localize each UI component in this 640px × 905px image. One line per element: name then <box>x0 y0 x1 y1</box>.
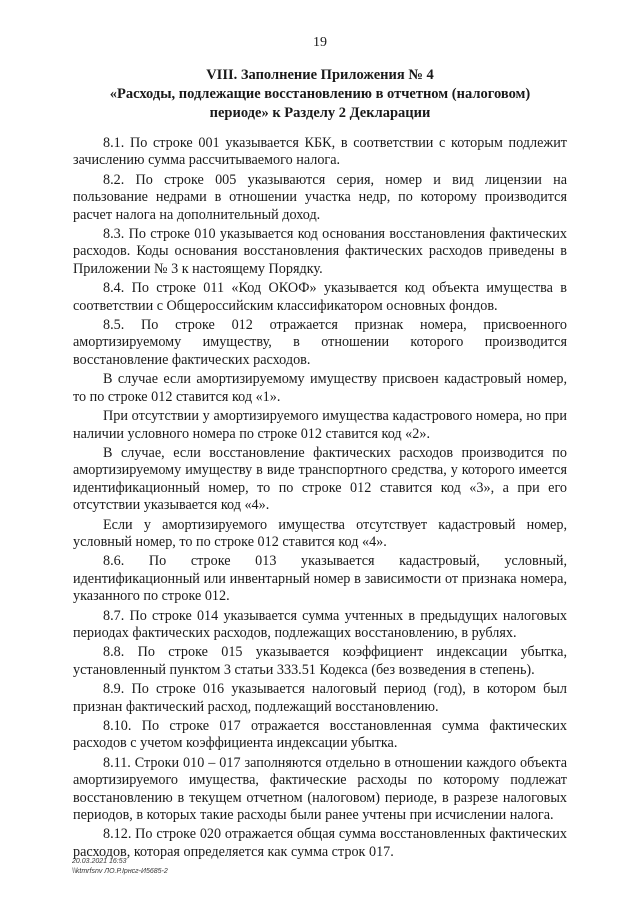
paragraph-8-5-code-2: При отсутствии у амортизируемого имущества кадастрового номера, но при наличии условного номера по строке 012 ставится код «2». <box>73 408 567 442</box>
paragraph-8-4: 8.4. По строке 011 «Код ОКОФ» указывается код объекта имущества в соответствии с Общероссийским классификатором основных фондов. <box>73 280 567 314</box>
paragraph-8-5-code-4: Если у амортизируемого имущества отсутствует кадастровый номер, условный номер, то по строке 012 ставится код «4». <box>73 516 567 550</box>
section-heading <box>60 66 580 123</box>
footer-file-path: \\ktmrfsnv ЛО.Р.Ірнсг-И5685-2 <box>72 868 168 875</box>
paragraph-8-8: 8.8. По строке 015 указывается коэффициент индексации убытка, установленный пунктом 3 статьи 333.51 Кодекса (без возведения в степень). <box>73 644 567 678</box>
paragraph-8-2: 8.2. По строке 005 указываются серия, номер и вид лицензии на пользование недрами в отношении участка недр, по которому производится расчет налога на дополнительный доход. <box>73 171 567 223</box>
heading-line-1: VIII. Заполнение Приложения № 4 <box>206 67 434 83</box>
paragraph-8-11: 8.11. Строки 010 – 017 заполняются отдельно в отношении каждого объекта амортизируемого имущества, фактические расходы по которому подлежат восстановлению в текущем отчетном (налоговом) периоде, в разрезе налоговых периодов, в которых такие расходы были ранее учтены при исчислении налога. <box>73 754 567 824</box>
paragraph-8-1: 8.1. По строке 001 указывается КБК, в соответствии с которым подлежит зачислению сумма рассчитываемого налога. <box>73 135 567 169</box>
paragraph-8-9: 8.9. По строке 016 указывается налоговый период (год), в котором был признан фактический расход, подлежащий восстановлению. <box>73 681 567 715</box>
paragraph-8-10: 8.10. По строке 017 отражается восстановленная сумма фактических расходов с учетом коэффициента индексации убытка. <box>73 718 567 752</box>
paragraph-8-3: 8.3. По строке 010 указывается код основания восстановления фактических расходов. Коды основания восстановления фактических расходов приведены в Приложении № 3 к настоящему Порядку. <box>73 226 567 277</box>
paragraph-8-5-code-3: В случае, если восстановление фактических расходов производится по амортизируемому имуществу в виде транспортного средства, у которого имеется идентификационный номер, то по строке 012 ставится код «3», а при его отсутствии указывается код «4». <box>73 444 567 514</box>
paragraph-8-5-code-1: В случае если амортизируемому имуществу присвоен кадастровый номер, то по строке 012 ставится код «1». <box>73 371 567 405</box>
paragraph-8-7: 8.7. По строке 014 указывается сумма учтенных в предыдущих налоговых периодах фактических расходов, подлежащих восстановлению, в рублях. <box>73 607 567 641</box>
document-footer <box>72 857 168 877</box>
heading-line-3: периоде» к Разделу 2 Декларации <box>209 105 431 121</box>
footer-timestamp: 20.03.2021 16:53 <box>72 858 127 865</box>
page-number: 19 <box>313 35 327 50</box>
document-body <box>73 135 567 863</box>
paragraph-8-12: 8.12. По строке 020 отражается общая сумма восстановленных фактических расходов, которая определяется как сумма строк 017. <box>73 826 567 860</box>
heading-line-2: «Расходы, подлежащие восстановлению в отчетном (налоговом) <box>109 86 531 102</box>
paragraph-8-5: 8.5. По строке 012 отражается признак номера, присвоенного амортизируемому имуществу, в отношении которого производится восстановление фактических расходов. <box>73 317 567 368</box>
paragraph-8-6: 8.6. По строке 013 указывается кадастровый, условный, идентификационный или инвентарный номер в зависимости от признака номера, указанного по строке 012. <box>73 553 567 605</box>
